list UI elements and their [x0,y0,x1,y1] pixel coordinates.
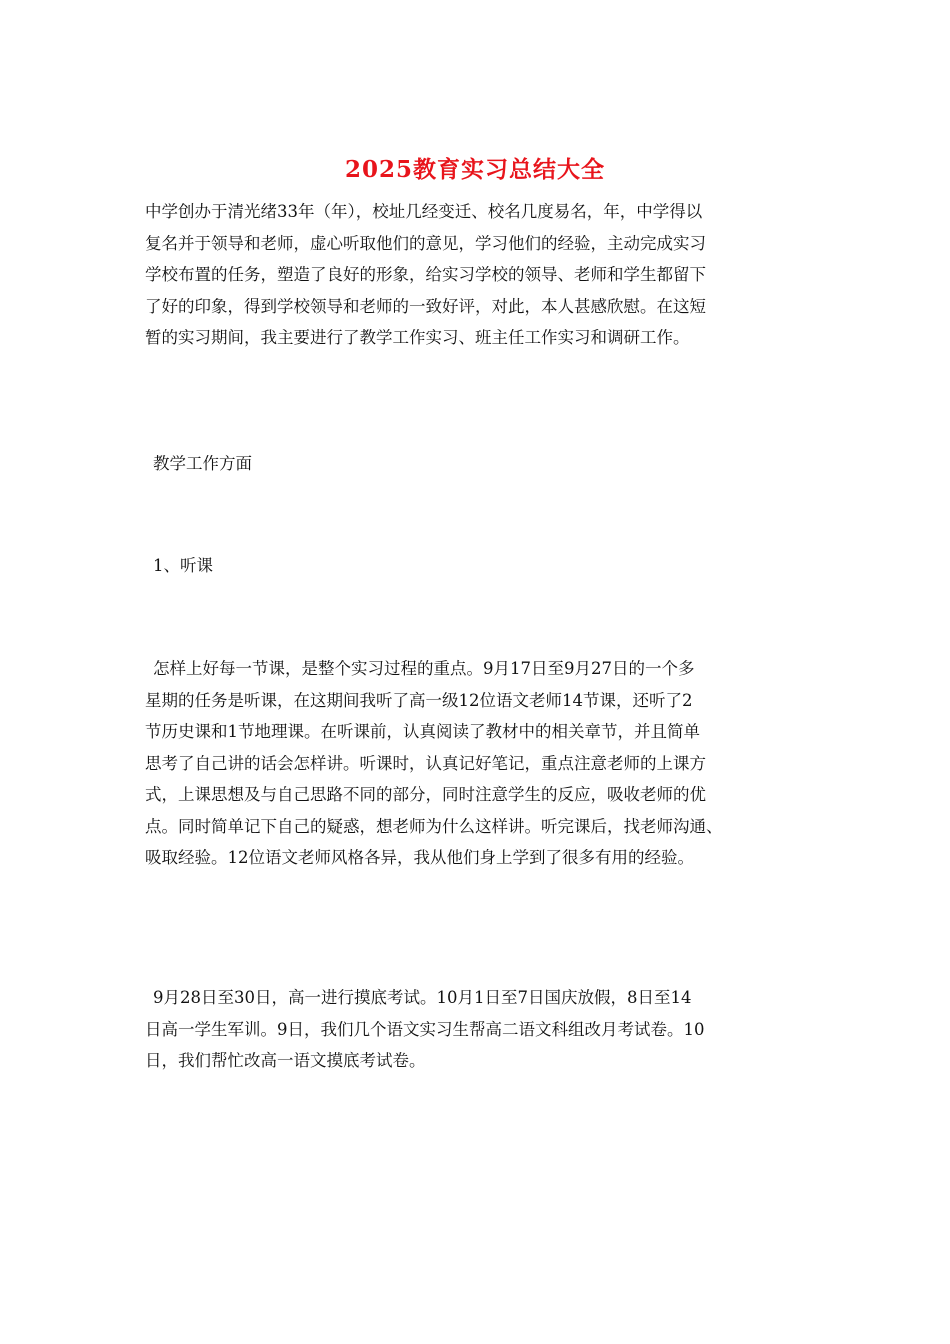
paragraph-line: 吸取经验。12位语文老师风格各异，我从他们身上学到了很多有用的经验。 [145,848,694,867]
paragraph-line: 复名并于领导和老师，虚心听取他们的意见，学习他们的经验，主动完成实习 [145,233,706,253]
paragraph-line: 式，上课思想及与自己思路不同的部分，同时注意学生的反应，吸收老师的优 [145,785,706,804]
paragraph-line: 星期的任务是听课，在这期间我听了高一级12位语文老师14节课，还听了2 [145,690,693,710]
subsection-heading: 1、听课 [153,556,213,575]
paragraph-line: 点。同时简单记下自己的疑惑，想老师为什么这样讲。听完课后，找老师沟通、 [145,816,723,836]
paragraph-line: 日，我们帮忙改高一语文摸底考试卷。 [145,1051,426,1070]
paragraph-line: 了好的印象，得到学校领导和老师的一致好评，对此，本人甚感欣慰。在这短 [145,296,706,316]
paragraph-line: 怎样上好每一节课，是整个实习过程的重点。9月17日至9月27日的一个多 [153,659,695,678]
schedule-paragraph [145,982,813,1077]
paragraph-line: 中学创办于清光绪33年（年），校址几经变迁、校名几度易名，年，中学得以 [145,202,703,221]
listening-paragraph [145,653,813,874]
paragraph-line: 暂的实习期间，我主要进行了教学工作实习、班主任工作实习和调研工作。 [145,328,690,347]
section-heading: 教学工作方面 [153,454,252,473]
document-title: 2025教育实习总结大全 [344,156,605,183]
paragraph-line: 思考了自己讲的话会怎样讲。听课时，认真记好笔记，重点注意老师的上课方 [145,753,706,773]
paragraph-line: 9月28日至30日，高一进行摸底考试。10月1日至7日国庆放假，8日至14 [153,988,692,1007]
intro-paragraph [145,196,813,354]
paragraph-line: 节历史课和1节地理课。在听课前，认真阅读了教材中的相关章节，并且简单 [145,722,700,741]
paragraph-line: 日高一学生军训。9日，我们几个语文实习生帮高二语文科组改月考试卷。10 [145,1019,705,1039]
paragraph-line: 学校布置的任务，塑造了良好的形象，给实习学校的领导、老师和学生都留下 [145,265,706,284]
